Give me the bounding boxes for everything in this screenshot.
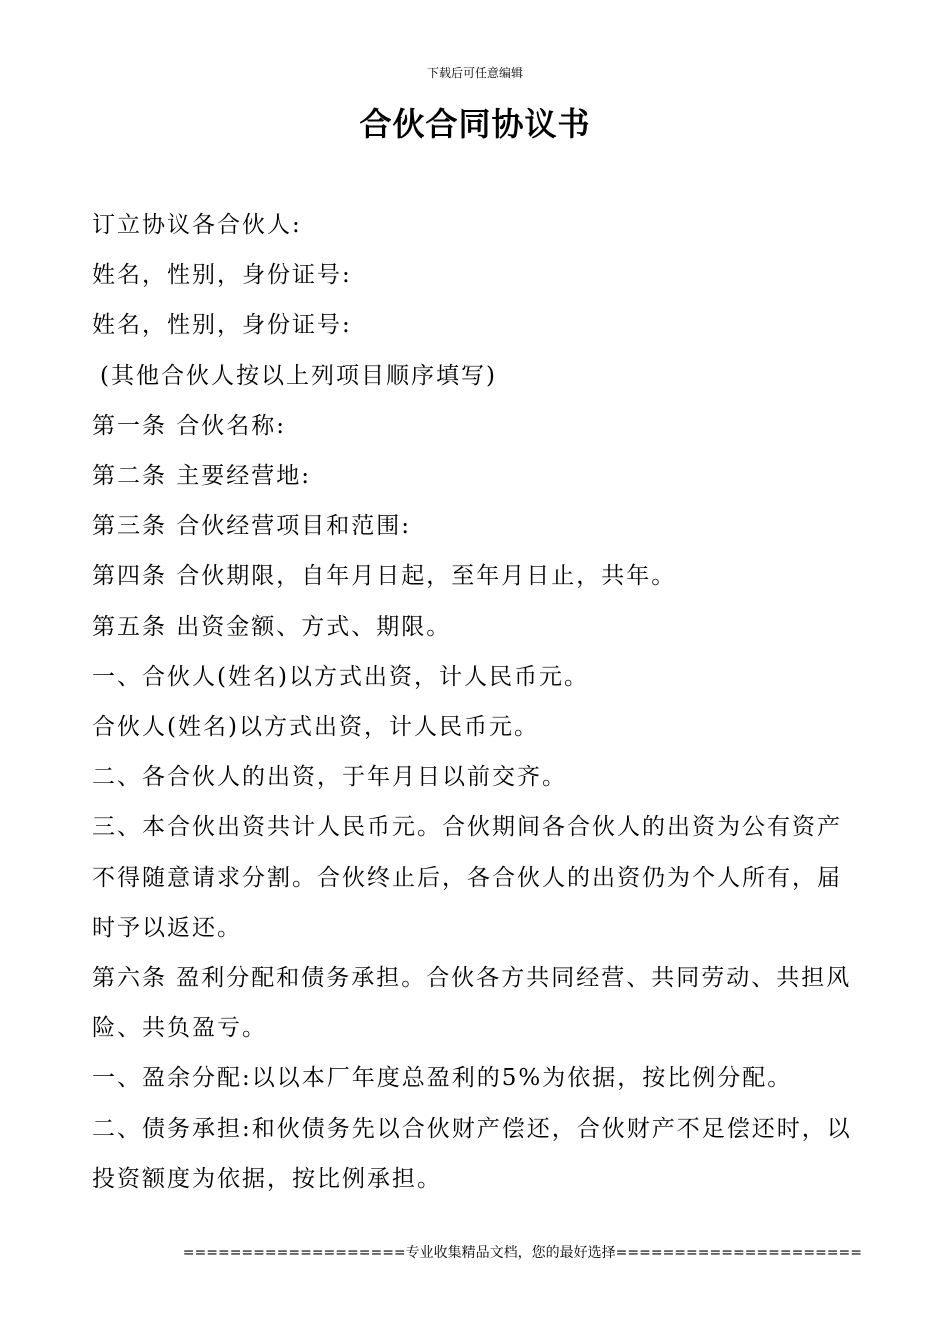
article-4-term: 第四条 合伙期限，自年月日起，至年月日止，共年。 [92,563,677,590]
article-6-profit-debt: 第六条 盈利分配和债务承担。合伙各方共同经营、共同劳动、共担风险、共负盈亏。 [92,965,852,1042]
paragraph-partner-1: 姓名，性别，身份证号: [92,262,352,289]
article-2-location: 第二条 主要经营地: [92,463,312,490]
paragraph-other-partners-note: (其他合伙人按以上列项目顺序填写) [100,362,497,389]
article-1-name: 第一条 合伙名称: [92,412,287,439]
document-title: 合伙合同协议书 [359,105,591,143]
article-5-item-1: 一、合伙人(姓名)以方式出资，计人民币元。 [92,663,589,690]
header-note: 下载后可任意编辑 [426,66,523,80]
article-5-item-2: 二、各合伙人的出资，于年月日以前交齐。 [92,764,567,791]
article-5-contribution: 第五条 出资金额、方式、期限。 [92,613,452,640]
paragraph-parties-intro: 订立协议各合伙人: [92,212,302,238]
article-6-item-2: 二、债务承担:和伙债务先以合伙财产偿还，合伙财产不足偿还时，以投资额度为依据，按比例承担。 [92,1115,852,1192]
document-body [92,200,862,1204]
article-5-item-3: 三、本合伙出资共计人民币元。合伙期间各合伙人的出资为公有资产不得随意请求分割。合伙终止后，各合伙人的出资仍为个人所有，届时予以返还。 [92,814,842,941]
article-6-item-1: 一、盈余分配:以以本厂年度总盈利的5%为依据，按比例分配。 [92,1065,793,1092]
article-5-item-1b: 合伙人(姓名)以方式出资，计人民币元。 [92,714,539,741]
paragraph-partner-2: 姓名，性别，身份证号: [92,312,352,339]
footer-note: ===================专业收集精品文档，您的最好选择===================== [182,1245,862,1261]
article-3-scope: 第三条 合伙经营项目和范围: [92,513,412,540]
